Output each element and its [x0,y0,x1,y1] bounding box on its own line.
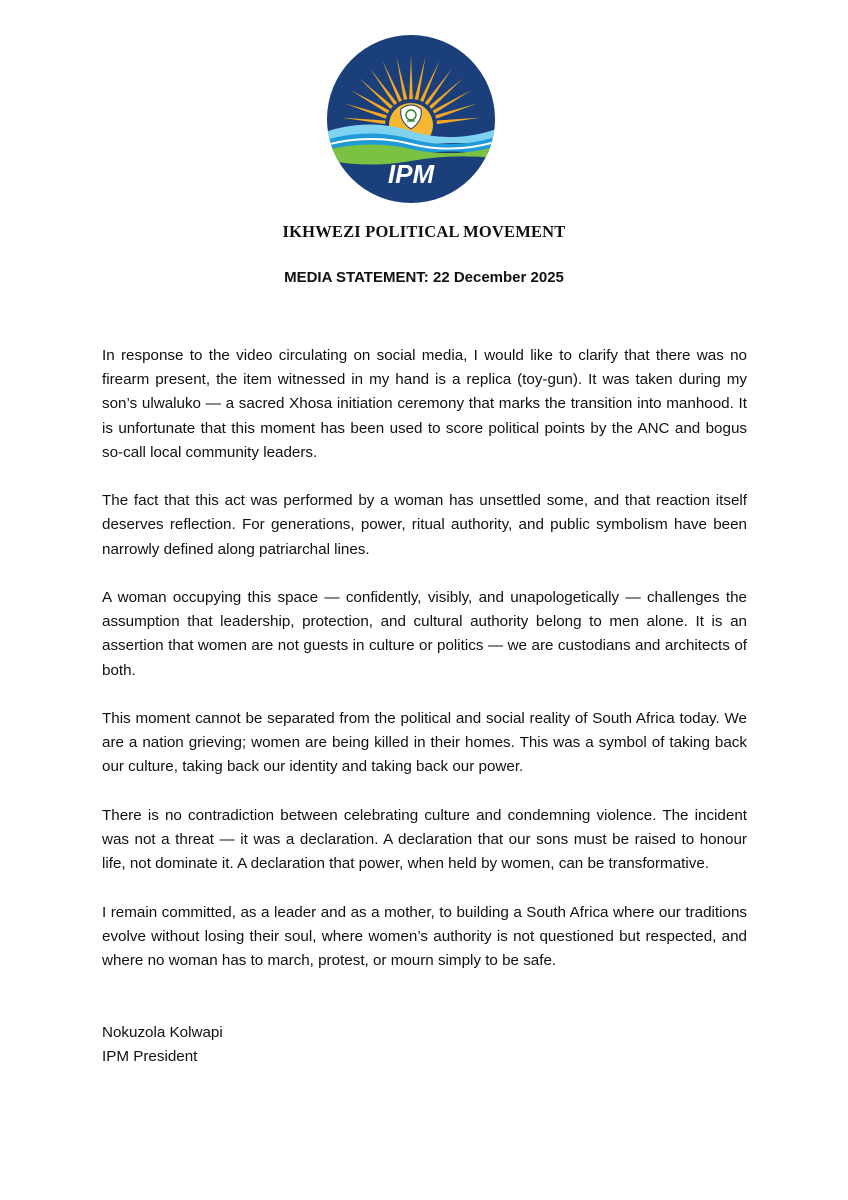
paragraph-1: In response to the video circulating on social media, I would like to clarify that there was no firearm present, the item witnessed in my hand is a replica (toy-gun). It was taken during my son’s ulwaluko — a sacred Xhosa initiation ceremony that marks the transition into manhood. It is unfortunate that this moment has been used to score political points by the ANC and bogus so-call local community leaders. [102,347,747,461]
paragraph-5: There is no contradiction between celebrating culture and condemning violence. The incident was not a threat — it was a declaration. A declaration that our sons must be raised to honour life, not dominate it. A declaration that power, when held by women, can be transformative. [102,806,747,873]
signatory-name: Nokuzola Kolwapi [102,1024,223,1041]
signatory-title: IPM President [102,1048,198,1066]
paragraph-2: The fact that this act was performed by a woman has unsettled some, and that reaction itself deserves reflection. For generations, power, ritual authority, and public symbolism have been narrowly defined along patriarchal lines. [102,492,747,558]
ipm-logo-graphic [327,35,495,203]
ipm-logo [327,35,495,203]
paragraph-6: I remain committed, as a leader and as a mother, to building a South Africa where our traditions evolve without losing their soul, where women’s authority is not questioned but respected, and where no woman has to march, protest, or mourn simply to be safe. [102,903,747,969]
paragraph-4: This moment cannot be separated from the political and social reality of South Africa today. We are a nation grieving; women are being killed in their homes. This was a symbol of taking back our culture, taking back our identity and taking back our power. [102,710,747,776]
paragraph-3: A woman occupying this space — confidently, visibly, and unapologetically — challenges the assumption that leadership, protection, and cultural authority belong to men alone. It is an assertion that women are not guests in culture or politics — we are custodians and architects of both. [102,589,747,679]
signoff [102,1021,223,1069]
statement-title: MEDIA STATEMENT: 22 December 2025 [284,269,564,286]
logo-text: IPM [387,159,435,189]
statement-body [102,344,747,997]
organization-name: IKHWEZI POLITICAL MOVEMENT [282,222,566,241]
